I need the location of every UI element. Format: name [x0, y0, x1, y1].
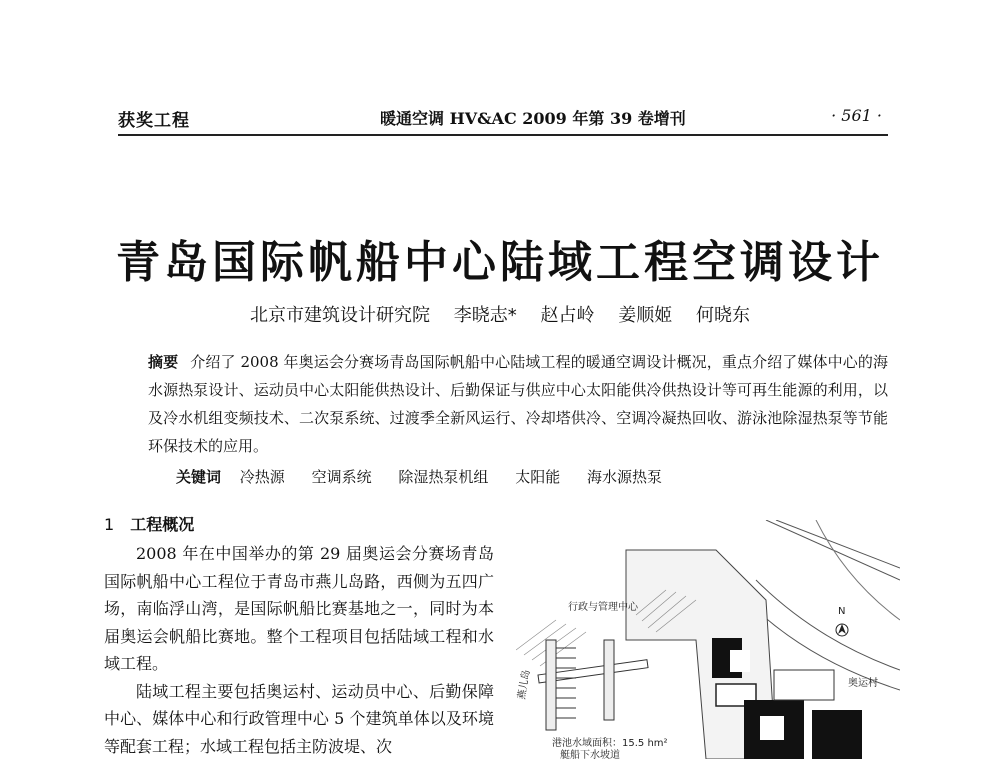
label-basin: 港池水域面积：15.5 hm²: [552, 736, 668, 749]
abstract-label: 摘要: [148, 353, 178, 371]
pier: [604, 640, 614, 720]
author-line: [0, 301, 1000, 327]
paragraph: 2008 年在中国举办的第 29 届奥运会分赛场青岛国际帆船中心工程位于青岛市燕儿岛路，西侧为五四广场，南临浮山湾，是国际帆船比赛基地之一，同时为本届奥运会帆船比赛地。整个工程项目包括陆域工程和水域工程。: [104, 540, 494, 678]
author-name: 姜顺姬: [618, 305, 672, 326]
keyword: 空调系统: [312, 468, 372, 486]
keyword: 太阳能: [515, 468, 560, 486]
building-courtyard: [730, 650, 750, 672]
keywords: [176, 466, 684, 487]
keyword: 海水源热泵: [587, 468, 662, 486]
author-name: 李晓志*: [454, 305, 517, 326]
section-number: 1: [104, 515, 114, 534]
site-plan-figure: [516, 520, 900, 759]
abstract-text: 介绍了 2008 年奥运会分赛场青岛国际帆船中心陆域工程的暖通空调设计概况，重点介绍了媒体中心的海水源热泵设计、运动员中心太阳能供热设计、后勤保证与供应中心太阳能供冷供热设计等可再生能源的利用，以及冷水机组变频技术、二次泵系统、过渡季全新风运行、冷却塔供冷、空调冷凝热回收、游泳池除湿热泵等节能环保技术的应用。: [148, 353, 888, 455]
abstract: [148, 348, 888, 460]
keyword: 冷热源: [240, 468, 285, 486]
section-title: 工程概况: [130, 515, 194, 534]
pier-fingers: [556, 648, 576, 718]
author-name: 赵占岭: [541, 305, 595, 326]
north-arrow-icon: [838, 624, 846, 634]
paper-title: 青岛国际帆船中心陆域工程空调设计: [0, 226, 1000, 290]
header-page-number: · 561 ·: [831, 106, 882, 125]
running-header: [118, 106, 888, 136]
label-north: N: [838, 606, 845, 617]
keywords-label: 关键词: [176, 468, 221, 486]
building-courtyard: [760, 716, 784, 740]
author-name: 何晓东: [696, 305, 750, 326]
header-journal: 暖通空调 HV&AC 2009 年第 39 卷增刊: [380, 106, 686, 129]
header-section: 获奖工程: [118, 106, 190, 131]
building: [812, 710, 862, 759]
road-line: [756, 580, 900, 670]
label-village: 奥运村: [848, 676, 878, 689]
road-line: [776, 520, 900, 568]
label-admin: 行政与管理中心: [568, 600, 639, 613]
label-pier: 燕儿岛: [516, 669, 532, 701]
building: [774, 670, 834, 700]
site-plan-drawing: [516, 520, 900, 759]
label-ramp: 艇船下水坡道: [560, 748, 620, 759]
road-line: [816, 520, 900, 620]
pier: [546, 640, 556, 730]
affiliation: 北京市建筑设计研究院: [250, 305, 430, 326]
section-body: [104, 540, 494, 760]
keyword: 除湿热泵机组: [398, 468, 488, 486]
paragraph: 陆域工程主要包括奥运村、运动员中心、后勤保障中心、媒体中心和行政管理中心 5 个建筑单体以及环境等配套工程；水域工程包括主防波堤、次: [104, 678, 494, 760]
section-heading: [104, 512, 194, 535]
